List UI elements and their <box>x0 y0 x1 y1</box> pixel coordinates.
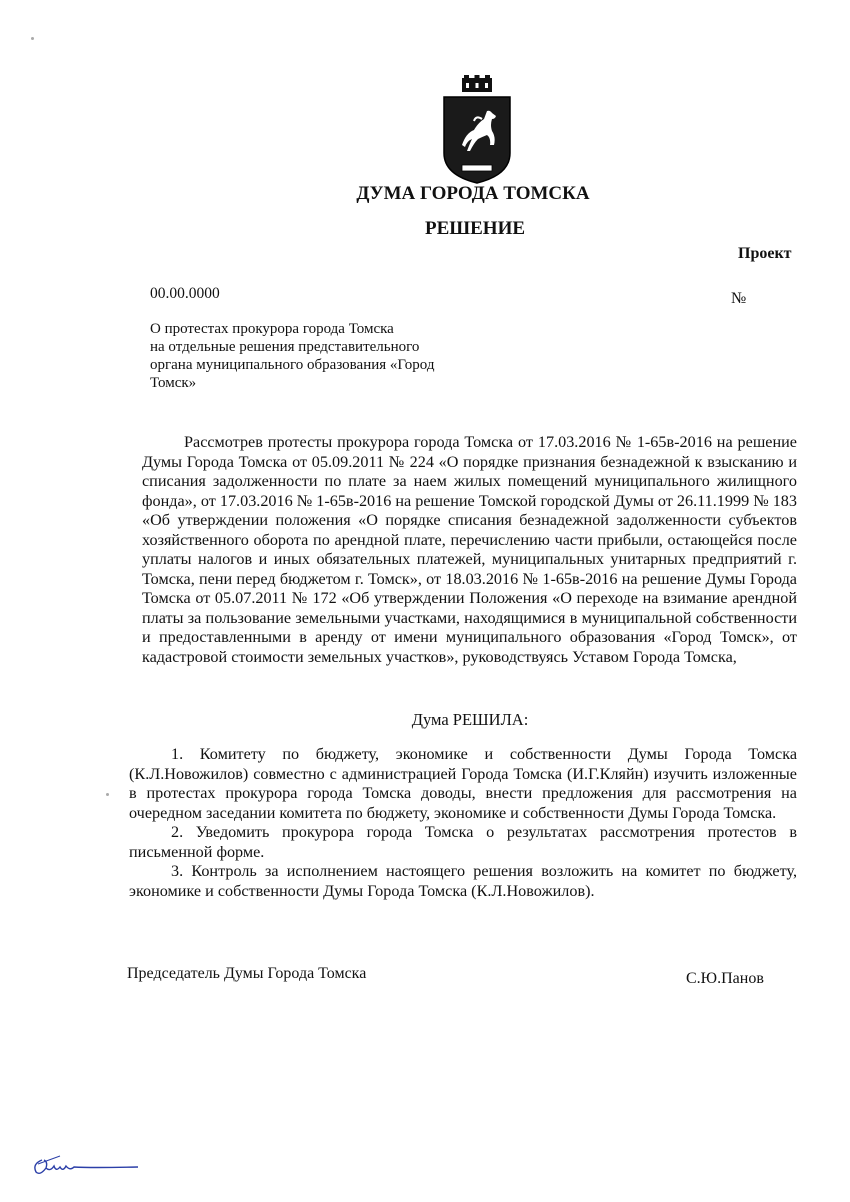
signatory-title: Председатель Думы Города Томска <box>127 965 367 982</box>
tomsk-coat-of-arms-icon <box>440 75 514 187</box>
scan-speck <box>31 37 34 40</box>
decision-items <box>129 745 797 901</box>
organization-title: ДУМА ГОРОДА ТОМСКА <box>356 183 590 204</box>
signatory-name: С.Ю.Панов <box>686 970 764 987</box>
handwritten-signature-icon <box>30 1150 140 1180</box>
document-type-title: РЕШЕНИЕ <box>424 218 526 239</box>
decision-item: 1. Комитету по бюджету, экономике и собственности Думы Города Томска (К.Л.Новожилов) совместно с администрацией Города Томска (И.Г.Кляйн) изучить изложенные в протестах прокурора города Томска доводы, внести предложения для рассмотрения на очередном заседании комитета по бюджету, экономике и собственности Думы Города Томска. <box>129 745 797 822</box>
preamble-paragraph: Рассмотрев протесты прокурора города Томска от 17.03.2016 № 1-65в-2016 на решение Думы Города Томска от 05.09.2011 № 224 «О порядке признания безнадежной к взысканию и списания задолженности по плате за наем жилых помещений муниципального жилищного фонда», от 17.03.2016 № 1-65в-2016 на решение Томской городской Думы от 26.11.1999 № 183 «Об утверждении положения «О порядке списания безнадежной задолженности субъектов хозяйственного оборота по арендной плате, перечислению части прибыли, остающейся после уплаты налогов и иных обязательных платежей, муниципальных унитарных предприятий г. Томска, пени перед бюджетом г. Томск», от 18.03.2016 № 1-65в-2016 на решение Думы Города Томска от 05.07.2011 № 172 «Об утверждении Положения «О переходе на взимание арендной платы за пользование земельными участками, находящимися в муниципальной собственности и предоставленными в аренду от имени муниципального образования «Город Томск», от кадастровой стоимости земельных участков», руководствуясь Уставом Города Томска, <box>142 433 797 666</box>
decided-heading: Дума РЕШИЛА: <box>411 710 529 729</box>
subject-line: О протестах прокурора города Томска <box>150 321 394 337</box>
draft-status-label: Проект <box>738 245 792 262</box>
preamble-section <box>142 433 797 667</box>
decision-item: 3. Контроль за исполнением настоящего решения возложить на комитет по бюджету, экономике и собственности Думы Города Томска (К.Л.Новожилов). <box>129 862 797 900</box>
decision-subject <box>150 320 460 392</box>
decision-item: 2. Уведомить прокурора города Томска о результатах рассмотрения протестов в письменной форме. <box>129 823 797 861</box>
subject-line: на отдельные решения представительного <box>150 339 420 355</box>
scan-speck <box>106 793 109 796</box>
document-number-label: № <box>731 290 747 307</box>
subject-line: органа муниципального образования «Город <box>150 357 435 373</box>
document-date: 00.00.0000 <box>150 285 220 302</box>
subject-line: Томск» <box>150 375 197 391</box>
